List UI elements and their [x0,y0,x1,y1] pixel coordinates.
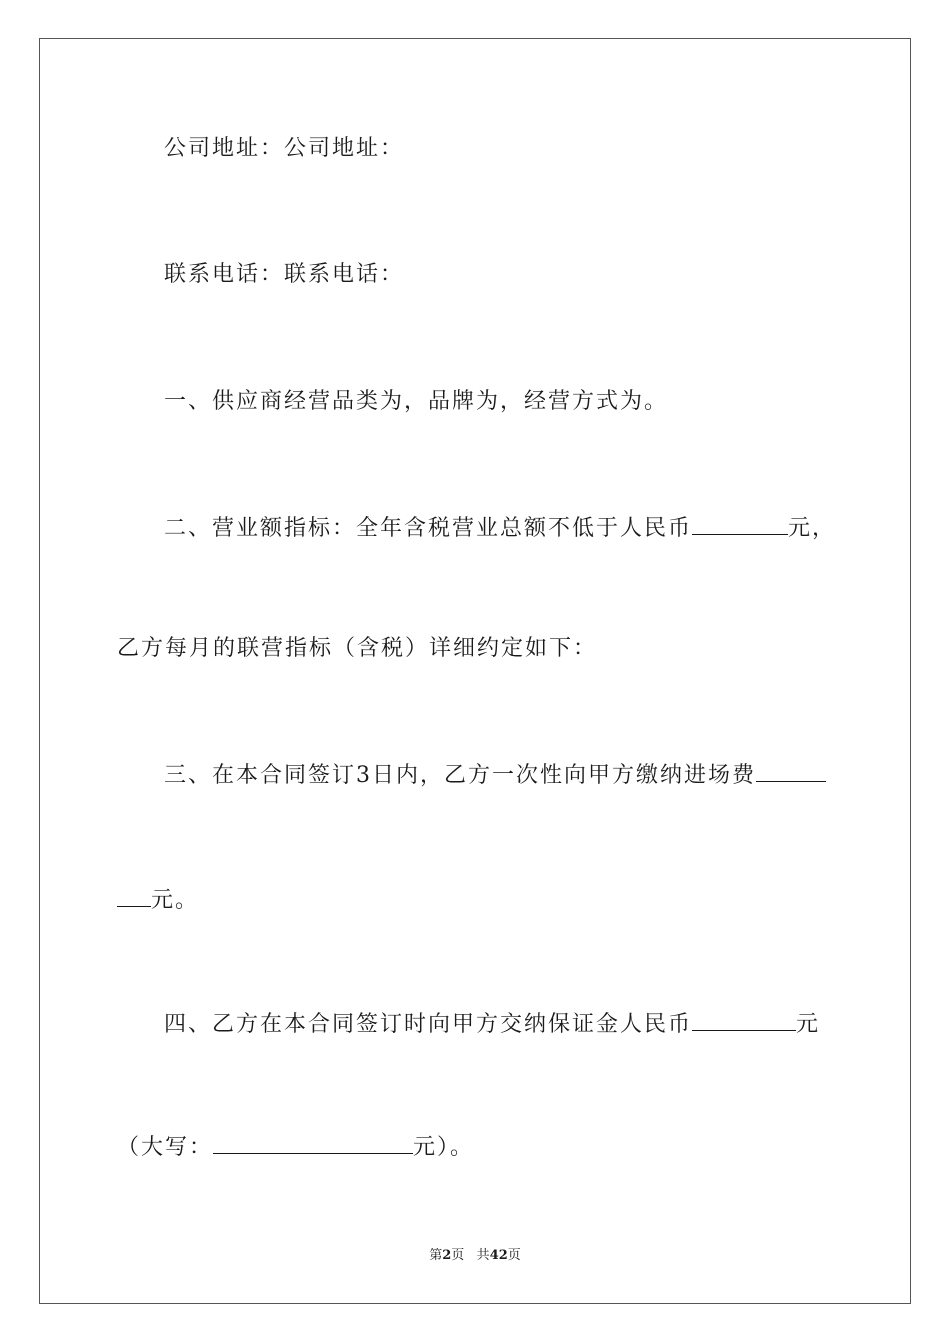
page-footer [0,1248,950,1264]
deposit-uppercase-blank [213,1133,413,1154]
revenue-blank [692,514,788,535]
phone-text: 联系电话：联系电话： [164,262,405,287]
entry-fee-blank [756,761,826,782]
address-line [164,136,404,162]
entry-fee-blank-cont [117,886,151,907]
clause-3-text: 三、在本合同签订3日内，乙方一次性向甲方缴纳进场费 [164,763,756,788]
clause-3 [164,761,826,789]
page-frame [39,38,911,1304]
footer-page-suffix: 页 [451,1248,465,1263]
clause-4-cont-open: （大写： [117,1135,214,1160]
clause-1-text: 一、供应商经营品类为，品牌为，经营方式为。 [164,389,669,414]
clause-2-unit: 元， [788,516,837,541]
clause-4-text: 四、乙方在本合同签订时向甲方交纳保证金人民币 [164,1012,693,1037]
clause-3-cont-text: 元。 [151,888,200,913]
clause-2 [164,514,836,542]
footer-page-prefix: 第 [429,1248,443,1263]
clause-4-cont-close: 元）。 [413,1135,475,1160]
footer-total-suffix: 页 [507,1248,521,1263]
clause-3-continuation [117,886,199,914]
clause-4-unit: 元 [796,1012,821,1037]
clause-4-continuation [117,1133,474,1161]
footer-total-number: 42 [489,1248,508,1263]
footer-page-number: 2 [442,1248,452,1263]
deposit-blank [692,1010,796,1031]
phone-line [164,262,404,288]
clause-1 [164,389,668,415]
clause-2-cont-text: 乙方每月的联营指标（含税）详细约定如下： [117,636,598,661]
clause-2-text: 二、营业额指标：全年含税营业总额不低于人民币 [164,516,693,541]
clause-2-continuation [117,636,597,662]
address-text: 公司地址：公司地址： [164,136,405,161]
footer-total-prefix: 共 [476,1248,490,1263]
clause-4 [164,1010,820,1038]
